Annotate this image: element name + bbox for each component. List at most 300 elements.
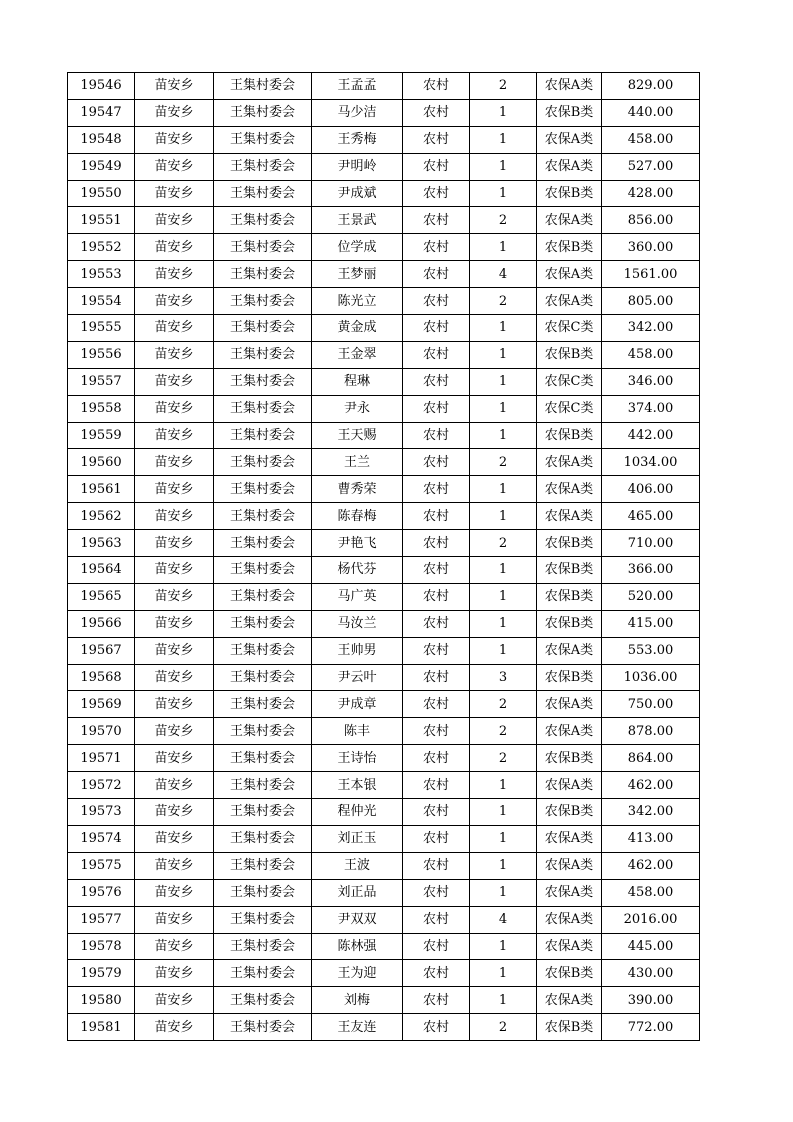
person-name-cell: 王为迎 [312, 960, 403, 987]
member-count-cell: 1 [470, 126, 537, 153]
record-id-cell: 19560 [68, 449, 135, 476]
table-row [68, 664, 700, 691]
person-name-cell: 刘正玉 [312, 825, 403, 852]
person-name-cell: 尹艳飞 [312, 530, 403, 557]
record-id-cell: 19546 [68, 73, 135, 100]
table-row [68, 234, 700, 261]
person-name-cell: 曹秀荣 [312, 476, 403, 503]
member-count-cell: 1 [470, 503, 537, 530]
village-committee-cell: 王集村委会 [214, 315, 312, 342]
township-cell: 苗安乡 [135, 153, 214, 180]
amount-cell: 360.00 [602, 234, 700, 261]
table-row [68, 557, 700, 584]
township-cell: 苗安乡 [135, 126, 214, 153]
table-row [68, 449, 700, 476]
member-count-cell: 2 [470, 718, 537, 745]
member-count-cell: 1 [470, 960, 537, 987]
insurance-category-cell: 农保B类 [537, 664, 602, 691]
household-type-cell: 农村 [403, 476, 470, 503]
amount-cell: 428.00 [602, 180, 700, 207]
household-type-cell: 农村 [403, 395, 470, 422]
member-count-cell: 1 [470, 153, 537, 180]
township-cell: 苗安乡 [135, 799, 214, 826]
amount-cell: 520.00 [602, 583, 700, 610]
person-name-cell: 王本银 [312, 772, 403, 799]
village-committee-cell: 王集村委会 [214, 718, 312, 745]
insurance-category-cell: 农保A类 [537, 207, 602, 234]
record-id-cell: 19559 [68, 422, 135, 449]
table-row [68, 476, 700, 503]
person-name-cell: 王金翠 [312, 341, 403, 368]
township-cell: 苗安乡 [135, 207, 214, 234]
person-name-cell: 陈林强 [312, 933, 403, 960]
insurance-category-cell: 农保B类 [537, 234, 602, 261]
amount-cell: 458.00 [602, 341, 700, 368]
household-type-cell: 农村 [403, 718, 470, 745]
record-id-cell: 19576 [68, 879, 135, 906]
household-type-cell: 农村 [403, 799, 470, 826]
record-id-cell: 19581 [68, 1014, 135, 1041]
township-cell: 苗安乡 [135, 772, 214, 799]
insurance-category-cell: 农保B类 [537, 99, 602, 126]
village-committee-cell: 王集村委会 [214, 933, 312, 960]
person-name-cell: 尹成章 [312, 691, 403, 718]
amount-cell: 1561.00 [602, 261, 700, 288]
member-count-cell: 1 [470, 341, 537, 368]
record-id-cell: 19571 [68, 745, 135, 772]
member-count-cell: 1 [470, 987, 537, 1014]
township-cell: 苗安乡 [135, 73, 214, 100]
member-count-cell: 2 [470, 691, 537, 718]
amount-cell: 458.00 [602, 126, 700, 153]
person-name-cell: 刘梅 [312, 987, 403, 1014]
township-cell: 苗安乡 [135, 503, 214, 530]
person-name-cell: 王秀梅 [312, 126, 403, 153]
amount-cell: 805.00 [602, 288, 700, 315]
record-id-cell: 19565 [68, 583, 135, 610]
village-committee-cell: 王集村委会 [214, 449, 312, 476]
amount-cell: 440.00 [602, 99, 700, 126]
record-id-cell: 19557 [68, 368, 135, 395]
insurance-category-cell: 农保A类 [537, 933, 602, 960]
household-type-cell: 农村 [403, 852, 470, 879]
household-type-cell: 农村 [403, 530, 470, 557]
table-row [68, 153, 700, 180]
table-row [68, 610, 700, 637]
table-row [68, 852, 700, 879]
insurance-category-cell: 农保C类 [537, 395, 602, 422]
member-count-cell: 1 [470, 637, 537, 664]
table-row [68, 772, 700, 799]
insurance-category-cell: 农保A类 [537, 503, 602, 530]
township-cell: 苗安乡 [135, 234, 214, 261]
table-row [68, 207, 700, 234]
member-count-cell: 1 [470, 315, 537, 342]
record-id-cell: 19577 [68, 906, 135, 933]
township-cell: 苗安乡 [135, 583, 214, 610]
township-cell: 苗安乡 [135, 610, 214, 637]
table-row [68, 960, 700, 987]
village-committee-cell: 王集村委会 [214, 395, 312, 422]
table-row [68, 745, 700, 772]
table-row [68, 341, 700, 368]
household-type-cell: 农村 [403, 234, 470, 261]
member-count-cell: 1 [470, 180, 537, 207]
insurance-category-cell: 农保A类 [537, 476, 602, 503]
member-count-cell: 1 [470, 583, 537, 610]
amount-cell: 342.00 [602, 799, 700, 826]
person-name-cell: 马少洁 [312, 99, 403, 126]
village-committee-cell: 王集村委会 [214, 557, 312, 584]
amount-cell: 2016.00 [602, 906, 700, 933]
village-committee-cell: 王集村委会 [214, 530, 312, 557]
household-type-cell: 农村 [403, 126, 470, 153]
record-id-cell: 19550 [68, 180, 135, 207]
person-name-cell: 程仲光 [312, 799, 403, 826]
amount-cell: 553.00 [602, 637, 700, 664]
amount-cell: 878.00 [602, 718, 700, 745]
insurance-category-cell: 农保B类 [537, 583, 602, 610]
township-cell: 苗安乡 [135, 530, 214, 557]
table-row [68, 987, 700, 1014]
insurance-category-cell: 农保A类 [537, 772, 602, 799]
record-id-cell: 19548 [68, 126, 135, 153]
person-name-cell: 王友连 [312, 1014, 403, 1041]
amount-cell: 465.00 [602, 503, 700, 530]
household-type-cell: 农村 [403, 664, 470, 691]
amount-cell: 366.00 [602, 557, 700, 584]
amount-cell: 415.00 [602, 610, 700, 637]
insurance-category-cell: 农保A类 [537, 288, 602, 315]
record-id-cell: 19552 [68, 234, 135, 261]
amount-cell: 527.00 [602, 153, 700, 180]
record-id-cell: 19567 [68, 637, 135, 664]
record-id-cell: 19564 [68, 557, 135, 584]
record-id-cell: 19554 [68, 288, 135, 315]
township-cell: 苗安乡 [135, 637, 214, 664]
insurance-category-cell: 农保B类 [537, 745, 602, 772]
amount-cell: 772.00 [602, 1014, 700, 1041]
member-count-cell: 2 [470, 530, 537, 557]
member-count-cell: 1 [470, 99, 537, 126]
person-name-cell: 王景武 [312, 207, 403, 234]
village-committee-cell: 王集村委会 [214, 422, 312, 449]
amount-cell: 342.00 [602, 315, 700, 342]
insurance-category-cell: 农保A类 [537, 261, 602, 288]
township-cell: 苗安乡 [135, 476, 214, 503]
village-committee-cell: 王集村委会 [214, 234, 312, 261]
table-row [68, 395, 700, 422]
village-committee-cell: 王集村委会 [214, 637, 312, 664]
township-cell: 苗安乡 [135, 368, 214, 395]
table-row [68, 99, 700, 126]
household-type-cell: 农村 [403, 825, 470, 852]
household-type-cell: 农村 [403, 207, 470, 234]
record-id-cell: 19558 [68, 395, 135, 422]
table-row [68, 73, 700, 100]
record-id-cell: 19551 [68, 207, 135, 234]
amount-cell: 462.00 [602, 852, 700, 879]
amount-cell: 462.00 [602, 772, 700, 799]
insurance-category-cell: 农保A类 [537, 73, 602, 100]
member-count-cell: 1 [470, 799, 537, 826]
record-id-cell: 19580 [68, 987, 135, 1014]
household-type-cell: 农村 [403, 261, 470, 288]
member-count-cell: 1 [470, 395, 537, 422]
record-id-cell: 19561 [68, 476, 135, 503]
person-name-cell: 王诗怡 [312, 745, 403, 772]
village-committee-cell: 王集村委会 [214, 583, 312, 610]
household-type-cell: 农村 [403, 960, 470, 987]
table-row [68, 180, 700, 207]
record-id-cell: 19553 [68, 261, 135, 288]
village-committee-cell: 王集村委会 [214, 825, 312, 852]
person-name-cell: 杨代芬 [312, 557, 403, 584]
village-committee-cell: 王集村委会 [214, 476, 312, 503]
table-row [68, 315, 700, 342]
table-row [68, 422, 700, 449]
member-count-cell: 1 [470, 422, 537, 449]
township-cell: 苗安乡 [135, 825, 214, 852]
township-cell: 苗安乡 [135, 987, 214, 1014]
member-count-cell: 1 [470, 825, 537, 852]
household-type-cell: 农村 [403, 368, 470, 395]
person-name-cell: 陈光立 [312, 288, 403, 315]
village-committee-cell: 王集村委会 [214, 691, 312, 718]
household-type-cell: 农村 [403, 772, 470, 799]
village-committee-cell: 王集村委会 [214, 960, 312, 987]
person-name-cell: 尹永 [312, 395, 403, 422]
household-type-cell: 农村 [403, 99, 470, 126]
insurance-category-cell: 农保B类 [537, 1014, 602, 1041]
amount-cell: 346.00 [602, 368, 700, 395]
table-row [68, 503, 700, 530]
amount-cell: 390.00 [602, 987, 700, 1014]
person-name-cell: 黄金成 [312, 315, 403, 342]
household-type-cell: 农村 [403, 933, 470, 960]
amount-cell: 710.00 [602, 530, 700, 557]
household-type-cell: 农村 [403, 341, 470, 368]
amount-cell: 1036.00 [602, 664, 700, 691]
table-row [68, 799, 700, 826]
household-type-cell: 农村 [403, 180, 470, 207]
data-table [67, 72, 700, 1041]
village-committee-cell: 王集村委会 [214, 1014, 312, 1041]
record-id-cell: 19556 [68, 341, 135, 368]
township-cell: 苗安乡 [135, 852, 214, 879]
insurance-category-cell: 农保C类 [537, 368, 602, 395]
record-id-cell: 19547 [68, 99, 135, 126]
member-count-cell: 2 [470, 207, 537, 234]
village-committee-cell: 王集村委会 [214, 799, 312, 826]
insurance-category-cell: 农保A类 [537, 126, 602, 153]
village-committee-cell: 王集村委会 [214, 288, 312, 315]
household-type-cell: 农村 [403, 422, 470, 449]
household-type-cell: 农村 [403, 637, 470, 664]
member-count-cell: 2 [470, 1014, 537, 1041]
township-cell: 苗安乡 [135, 315, 214, 342]
record-id-cell: 19566 [68, 610, 135, 637]
insurance-category-cell: 农保B类 [537, 799, 602, 826]
insurance-category-cell: 农保A类 [537, 987, 602, 1014]
insurance-category-cell: 农保B类 [537, 530, 602, 557]
village-committee-cell: 王集村委会 [214, 610, 312, 637]
person-name-cell: 王帅男 [312, 637, 403, 664]
township-cell: 苗安乡 [135, 395, 214, 422]
amount-cell: 413.00 [602, 825, 700, 852]
person-name-cell: 陈丰 [312, 718, 403, 745]
township-cell: 苗安乡 [135, 691, 214, 718]
household-type-cell: 农村 [403, 288, 470, 315]
record-id-cell: 19549 [68, 153, 135, 180]
township-cell: 苗安乡 [135, 906, 214, 933]
amount-cell: 1034.00 [602, 449, 700, 476]
person-name-cell: 尹云叶 [312, 664, 403, 691]
member-count-cell: 2 [470, 73, 537, 100]
village-committee-cell: 王集村委会 [214, 503, 312, 530]
township-cell: 苗安乡 [135, 288, 214, 315]
record-id-cell: 19575 [68, 852, 135, 879]
household-type-cell: 农村 [403, 987, 470, 1014]
township-cell: 苗安乡 [135, 933, 214, 960]
township-cell: 苗安乡 [135, 879, 214, 906]
person-name-cell: 陈春梅 [312, 503, 403, 530]
person-name-cell: 位学成 [312, 234, 403, 261]
insurance-category-cell: 农保B类 [537, 341, 602, 368]
household-type-cell: 农村 [403, 1014, 470, 1041]
amount-cell: 856.00 [602, 207, 700, 234]
amount-cell: 750.00 [602, 691, 700, 718]
record-id-cell: 19579 [68, 960, 135, 987]
table-row [68, 825, 700, 852]
household-type-cell: 农村 [403, 745, 470, 772]
member-count-cell: 1 [470, 610, 537, 637]
household-type-cell: 农村 [403, 557, 470, 584]
township-cell: 苗安乡 [135, 261, 214, 288]
member-count-cell: 3 [470, 664, 537, 691]
township-cell: 苗安乡 [135, 745, 214, 772]
village-committee-cell: 王集村委会 [214, 180, 312, 207]
household-type-cell: 农村 [403, 315, 470, 342]
person-name-cell: 马广英 [312, 583, 403, 610]
person-name-cell: 尹双双 [312, 906, 403, 933]
person-name-cell: 王孟孟 [312, 73, 403, 100]
insurance-category-cell: 农保B类 [537, 422, 602, 449]
amount-cell: 458.00 [602, 879, 700, 906]
household-type-cell: 农村 [403, 691, 470, 718]
person-name-cell: 王波 [312, 852, 403, 879]
record-id-cell: 19555 [68, 315, 135, 342]
person-name-cell: 马汝兰 [312, 610, 403, 637]
member-count-cell: 1 [470, 772, 537, 799]
village-committee-cell: 王集村委会 [214, 772, 312, 799]
record-id-cell: 19569 [68, 691, 135, 718]
insurance-category-cell: 农保A类 [537, 906, 602, 933]
township-cell: 苗安乡 [135, 1014, 214, 1041]
insurance-category-cell: 农保B类 [537, 610, 602, 637]
table-row [68, 637, 700, 664]
person-name-cell: 尹明岭 [312, 153, 403, 180]
table-row [68, 530, 700, 557]
village-committee-cell: 王集村委会 [214, 153, 312, 180]
household-type-cell: 农村 [403, 583, 470, 610]
record-id-cell: 19578 [68, 933, 135, 960]
member-count-cell: 1 [470, 852, 537, 879]
village-committee-cell: 王集村委会 [214, 341, 312, 368]
member-count-cell: 1 [470, 879, 537, 906]
township-cell: 苗安乡 [135, 449, 214, 476]
person-name-cell: 王天赐 [312, 422, 403, 449]
member-count-cell: 1 [470, 933, 537, 960]
table-row [68, 691, 700, 718]
township-cell: 苗安乡 [135, 99, 214, 126]
record-id-cell: 19562 [68, 503, 135, 530]
household-type-cell: 农村 [403, 153, 470, 180]
insurance-category-cell: 农保A类 [537, 852, 602, 879]
insurance-category-cell: 农保A类 [537, 637, 602, 664]
insurance-category-cell: 农保A类 [537, 691, 602, 718]
table-row [68, 879, 700, 906]
table-row [68, 261, 700, 288]
village-committee-cell: 王集村委会 [214, 852, 312, 879]
amount-cell: 445.00 [602, 933, 700, 960]
insurance-category-cell: 农保B类 [537, 557, 602, 584]
insurance-category-cell: 农保B类 [537, 960, 602, 987]
village-committee-cell: 王集村委会 [214, 664, 312, 691]
amount-cell: 374.00 [602, 395, 700, 422]
record-id-cell: 19568 [68, 664, 135, 691]
person-name-cell: 程琳 [312, 368, 403, 395]
township-cell: 苗安乡 [135, 960, 214, 987]
table-row [68, 583, 700, 610]
village-committee-cell: 王集村委会 [214, 906, 312, 933]
township-cell: 苗安乡 [135, 341, 214, 368]
household-type-cell: 农村 [403, 73, 470, 100]
township-cell: 苗安乡 [135, 422, 214, 449]
insurance-category-cell: 农保A类 [537, 718, 602, 745]
village-committee-cell: 王集村委会 [214, 99, 312, 126]
village-committee-cell: 王集村委会 [214, 745, 312, 772]
village-committee-cell: 王集村委会 [214, 879, 312, 906]
person-name-cell: 王兰 [312, 449, 403, 476]
township-cell: 苗安乡 [135, 664, 214, 691]
amount-cell: 430.00 [602, 960, 700, 987]
village-committee-cell: 王集村委会 [214, 73, 312, 100]
table-row [68, 718, 700, 745]
member-count-cell: 1 [470, 368, 537, 395]
member-count-cell: 4 [470, 261, 537, 288]
member-count-cell: 1 [470, 557, 537, 584]
insurance-category-cell: 农保B类 [537, 180, 602, 207]
member-count-cell: 1 [470, 476, 537, 503]
insurance-category-cell: 农保C类 [537, 315, 602, 342]
amount-cell: 829.00 [602, 73, 700, 100]
insurance-category-cell: 农保A类 [537, 153, 602, 180]
household-type-cell: 农村 [403, 610, 470, 637]
village-committee-cell: 王集村委会 [214, 261, 312, 288]
insurance-category-cell: 农保A类 [537, 879, 602, 906]
household-type-cell: 农村 [403, 879, 470, 906]
member-count-cell: 4 [470, 906, 537, 933]
person-name-cell: 尹成斌 [312, 180, 403, 207]
township-cell: 苗安乡 [135, 718, 214, 745]
insurance-category-cell: 农保A类 [537, 449, 602, 476]
village-committee-cell: 王集村委会 [214, 207, 312, 234]
village-committee-cell: 王集村委会 [214, 987, 312, 1014]
table-row [68, 126, 700, 153]
record-id-cell: 19573 [68, 799, 135, 826]
person-name-cell: 刘正品 [312, 879, 403, 906]
